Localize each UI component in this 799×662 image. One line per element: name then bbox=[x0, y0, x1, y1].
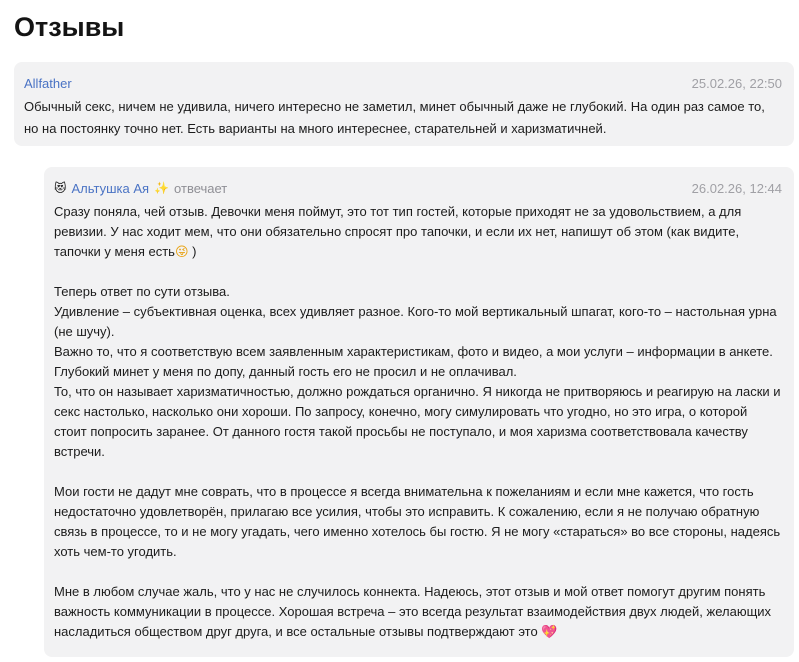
reply-line: Важно то, что я соответствую всем заявленным характеристикам, фото и видео, а мои услуги – информации в анкете. bbox=[54, 344, 773, 359]
reply-date: 26.02.26, 12:44 bbox=[691, 180, 782, 196]
page-title: Отзывы bbox=[14, 12, 125, 42]
review-date: 25.02.26, 22:50 bbox=[691, 75, 782, 91]
winking-face-icon: 😜 bbox=[174, 244, 189, 259]
reply-verb: отвечает bbox=[174, 180, 228, 196]
reply-card bbox=[44, 167, 794, 657]
reply-line: То, что он называет харизматичностью, должно рождаться органично. Я никогда не притворяюсь и реагирую на ласки и секс настолько, насколько они хороши. По запросу, конечно, могу симулировать что угодно, но это игра, о которой стоит попросить заранее. От данного гостя такой просьбы не поступало, и моя харизма соответствовала качеству встречи. bbox=[54, 384, 781, 459]
review-author-link[interactable]: Allfather bbox=[24, 75, 72, 91]
reply-paragraph-text: Мне в любом случае жаль, что у нас не случилось коннекта. Надеюсь, этот отзыв и мой ответ помогут другим понять важность коммуникации в процессе. Хорошая встреча – это всегда результат взаимодействия двух людей, желающих насладиться обществом друг друга, и все остальные отзывы подтверждают это bbox=[54, 584, 772, 639]
reply-line: Теперь ответ по сути отзыва. bbox=[54, 284, 230, 299]
review-card bbox=[14, 62, 794, 146]
reply-author bbox=[54, 181, 227, 196]
reply-paragraph: Мои гости не дадут мне соврать, что в процессе я всегда внимательна к пожеланиям и если мне кажется, что гость недостаточно удовлетворён, прилагаю все усилия, чтобы это исправить. К сожалению, если я не получаю обратную связь в процессе, то и не могу угадать, чего именно хотелось бы гостю. Я не могу «стараться» во все стороны, надеясь хоть чем-то угодить. bbox=[54, 484, 781, 559]
reply-paragraph-text: Сразу поняла, чей отзыв. Девочки меня поймут, это тот тип гостей, которые приходят не за удовольствием, а для ревизии. У нас ходит мем, что они обязательно спросят про тапочки, и если их нет, напишут об этом (как видите, тапочки у меня есть bbox=[54, 204, 742, 259]
heart-icon: 💖 bbox=[541, 624, 558, 639]
cat-avatar-icon: 😻 bbox=[54, 181, 67, 195]
reply-author-link[interactable]: Альтушка Ая bbox=[71, 180, 150, 196]
reply-header bbox=[54, 179, 782, 197]
review-text: Обычный секс, ничем не удивила, ничего интересно не заметил, минет обычный даже не глубокий. На один раз самое то, но на постоянку точно нет. Есть варианты на много интереснее, старательней и харизматичней. bbox=[24, 99, 765, 136]
reply-paragraph-end: ) bbox=[188, 244, 197, 259]
reply-paragraph bbox=[54, 582, 782, 642]
review-header bbox=[24, 74, 782, 92]
reply-line: Удивление – субъективная оценка, всех удивляет разное. Кого-то мой вертикальный шпагат, кого-то – настольная урна (не шучу). bbox=[54, 304, 777, 339]
sparkles-icon: ✨ bbox=[154, 181, 170, 195]
reply-paragraph bbox=[54, 202, 782, 262]
reply-text bbox=[54, 202, 782, 642]
reply-line: Глубокий минет у меня по допу, данный гость его не просил и не оплачивал. bbox=[54, 364, 517, 379]
